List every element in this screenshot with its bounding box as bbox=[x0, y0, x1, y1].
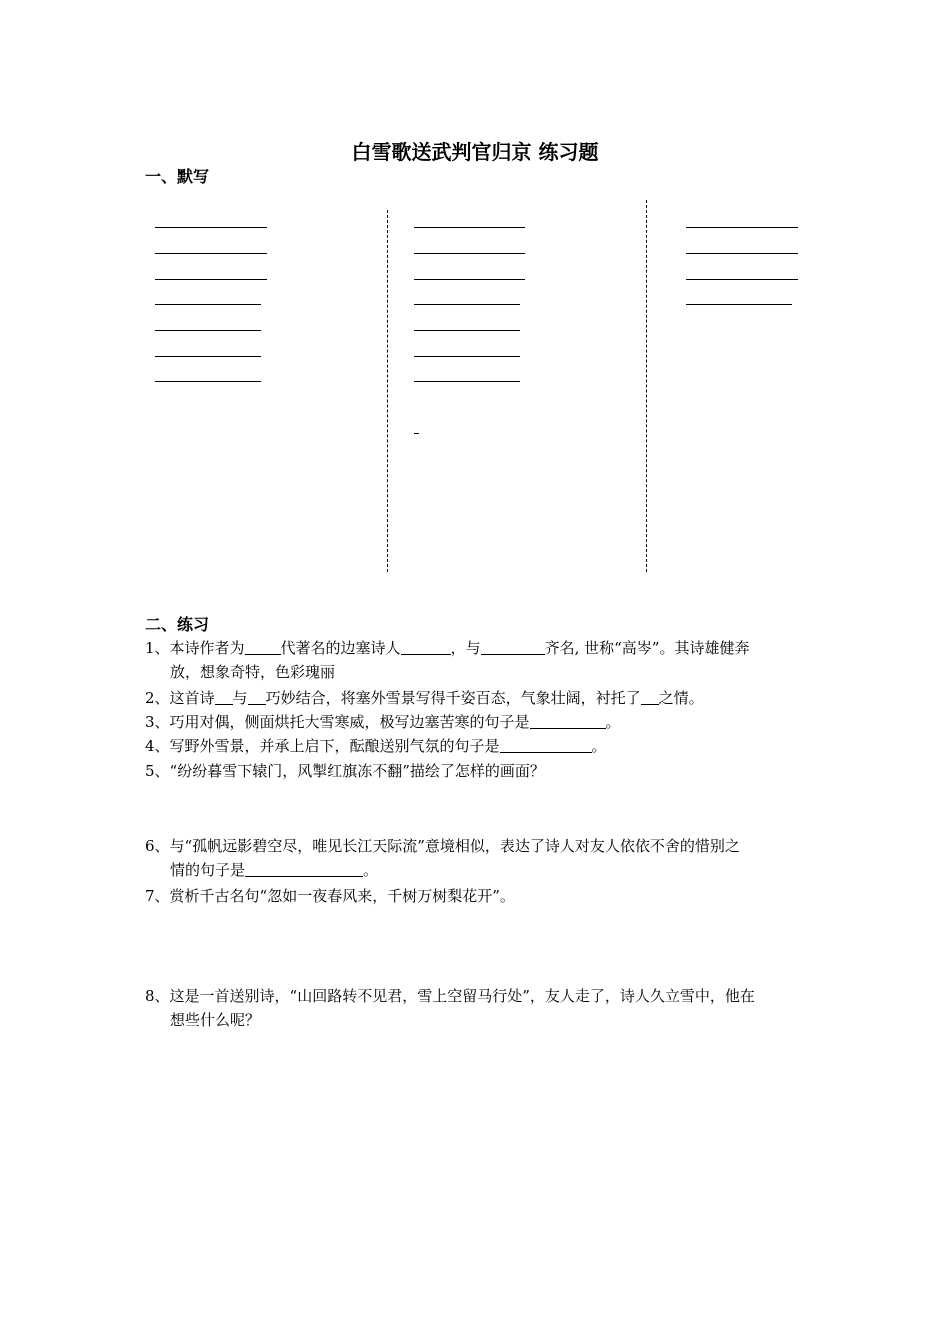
fill-blank[interactable] bbox=[215, 688, 233, 705]
answer-line[interactable] bbox=[155, 253, 267, 254]
question-text: 与 bbox=[232, 689, 248, 707]
question-text: 1、本诗作者为 bbox=[145, 639, 245, 657]
fill-blank[interactable] bbox=[500, 736, 592, 753]
fill-blank[interactable] bbox=[248, 688, 266, 705]
question-text: 巧妙结合，将塞外雪景写得千姿百态，气象壮阔，衬托了 bbox=[265, 689, 641, 707]
question-3 bbox=[145, 710, 810, 734]
answer-line[interactable] bbox=[414, 253, 525, 254]
fill-blank[interactable] bbox=[530, 712, 606, 729]
question-8 bbox=[145, 984, 810, 1032]
question-text: 3、巧用对偶，侧面烘托大雪寒威，极写边塞苦寒的句子是 bbox=[145, 713, 530, 731]
answer-line[interactable] bbox=[414, 356, 520, 357]
question-5 bbox=[145, 759, 810, 783]
question-text: 8、这是一首送别诗，“山回路转不见君，雪上空留马行处”，友人走了，诗人久立雪中，他在 bbox=[145, 987, 755, 1005]
fill-blank[interactable] bbox=[481, 638, 545, 655]
answer-line[interactable] bbox=[155, 381, 261, 382]
question-2 bbox=[145, 686, 810, 710]
answer-line[interactable] bbox=[686, 253, 798, 254]
column-divider bbox=[387, 210, 388, 572]
question-1 bbox=[145, 636, 810, 684]
fill-blank[interactable] bbox=[641, 688, 659, 705]
question-text: 2、这首诗 bbox=[145, 689, 215, 707]
answer-line[interactable] bbox=[686, 304, 792, 305]
answer-line[interactable] bbox=[414, 330, 520, 331]
fill-blank[interactable] bbox=[245, 860, 363, 877]
question-text: 情的句子是 bbox=[170, 861, 246, 879]
fill-blank[interactable] bbox=[401, 638, 451, 655]
question-6 bbox=[145, 834, 810, 882]
answer-line[interactable] bbox=[414, 304, 520, 305]
question-text: 代著名的边塞诗人 bbox=[280, 639, 401, 657]
question-text: 7、赏析千古名句“忽如一夜春风来，千树万树梨花开”。 bbox=[145, 887, 515, 905]
question-text: 。 bbox=[591, 737, 607, 755]
answer-line[interactable] bbox=[155, 227, 267, 228]
page-title: 白雪歌送武判官归京 练习题 bbox=[351, 140, 599, 164]
question-text: 齐名, 世称“高岑”。其诗雄健奔 bbox=[544, 639, 750, 657]
question-text: 6、与“孤帆远影碧空尽，唯见长江天际流”意境相似，表达了诗人对友人依依不舍的惜别之 bbox=[145, 837, 740, 855]
answer-line[interactable] bbox=[155, 330, 261, 331]
answer-line[interactable] bbox=[686, 279, 798, 280]
question-text: 。 bbox=[363, 861, 379, 879]
question-4 bbox=[145, 734, 810, 758]
answer-line[interactable] bbox=[414, 279, 525, 280]
answer-line[interactable] bbox=[686, 227, 798, 228]
question-text: 放，想象奇特，色彩瑰丽 bbox=[170, 663, 336, 681]
question-7 bbox=[145, 884, 810, 908]
question-text: 之情。 bbox=[658, 689, 704, 707]
question-text: 4、写野外雪景，并承上启下，酝酿送别气氛的句子是 bbox=[145, 737, 500, 755]
answer-line[interactable] bbox=[414, 381, 520, 382]
answer-line[interactable] bbox=[155, 356, 261, 357]
column-divider bbox=[646, 200, 647, 572]
fill-blank[interactable] bbox=[245, 638, 281, 655]
question-text: 想些什么呢？ bbox=[170, 1011, 261, 1029]
question-text: 。 bbox=[605, 713, 621, 731]
answer-line[interactable] bbox=[414, 227, 525, 228]
question-text: ，与 bbox=[450, 639, 481, 657]
question-text: 5、“纷纷暮雪下辕门，风掣红旗冻不翻”描绘了怎样的画面？ bbox=[145, 762, 545, 780]
stray-mark bbox=[414, 433, 419, 434]
section-heading-practice: 二、练习 bbox=[145, 615, 210, 634]
section-heading-dictation: 一、默写 bbox=[145, 167, 210, 186]
answer-line[interactable] bbox=[155, 279, 267, 280]
answer-line[interactable] bbox=[155, 304, 261, 305]
